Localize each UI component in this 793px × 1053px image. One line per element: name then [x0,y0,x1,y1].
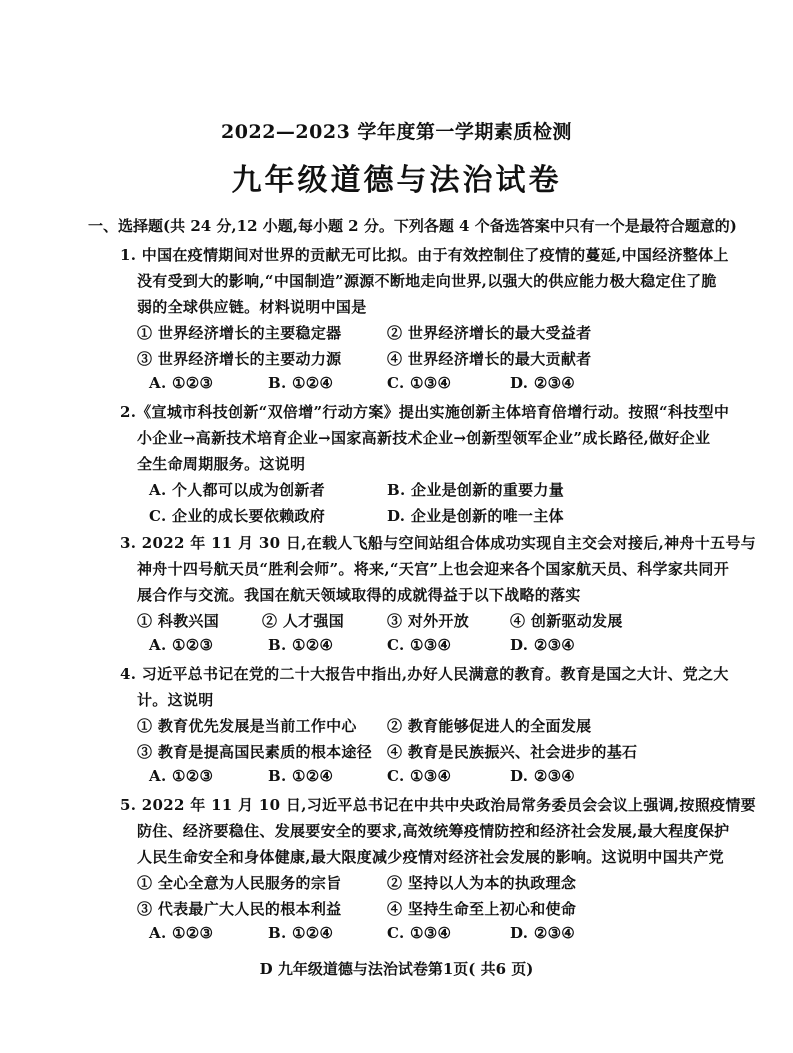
statement-item: ① 世界经济增长的主要稳定器 [137,324,342,342]
question-stem-line: 计。这说明 [137,691,214,709]
question-stem-line: 5. 2022 年 11 月 10 日,习近平总书记在中共中央政治局常务委员会会议上强调,按照疫情要 [120,796,756,814]
statement-item: ① 全心全意为人民服务的宗旨 [137,874,342,892]
statement-item: ③ 对外开放 [387,612,470,630]
section-header: 一、选择题(共 24 分,12 小题,每小题 2 分。下列各题 4 个备选答案中只有一个是最符合题意的) [88,217,737,235]
answer-option: B. 企业是创新的重要力量 [387,481,565,499]
statement-item: ③ 代表最广大人民的根本利益 [137,900,342,918]
question-stem-line: 防住、经济要稳住、发展要安全的要求,高效统筹疫情防控和经济社会发展,最大程度保护 [137,822,730,840]
answer-option: C. 企业的成长要依赖政府 [149,507,326,525]
answer-option: D. ②③④ [510,374,576,392]
answer-option: A. ①②③ [149,374,214,392]
question-stem-line: 2.《宣城市科技创新“双倍增”行动方案》提出实施创新主体培育倍增行动。按照“科技型中 [120,403,730,421]
statement-item: ④ 坚持生命至上初心和使命 [387,900,577,918]
answer-option: C. ①③④ [387,636,452,654]
answer-option: B. ①②④ [268,374,334,392]
question-stem-line: 神舟十四号航天员“胜利会师”。将来,“天宫”上也会迎来各个国家航天员、科学家共同开 [137,560,730,578]
question-stem-line: 3. 2022 年 11 月 30 日,在载人飞船与空间站组合体成功实现自主交会对接后,神舟十五号与 [120,534,756,552]
statement-item: ③ 世界经济增长的主要动力源 [137,350,342,368]
question-stem-line: 4. 习近平总书记在党的二十大报告中指出,办好人民满意的教育。教育是国之大计、党之大 [120,665,729,683]
question-stem-line: 弱的全球供应链。材料说明中国是 [137,298,367,316]
statement-item: ③ 教育是提高国民素质的根本途径 [137,743,373,761]
statement-item: ① 科教兴国 [137,612,220,630]
statement-item: ④ 教育是民族振兴、社会进步的基石 [387,743,638,761]
page-footer: D 九年级道德与法治试卷第1页( 共6 页) [259,960,534,978]
answer-option: B. ①②④ [268,636,334,654]
answer-option: C. ①③④ [387,374,452,392]
question-stem-line: 展合作与交流。我国在航天领域取得的成就得益于以下战略的落实 [137,586,581,604]
statement-item: ② 教育能够促进人的全面发展 [387,717,592,735]
answer-option: A. ①②③ [149,636,214,654]
answer-option: C. ①③④ [387,924,452,942]
statement-item: ② 人才强国 [262,612,345,630]
answer-option: C. ①③④ [387,767,452,785]
statement-item: ② 世界经济增长的最大受益者 [387,324,592,342]
statement-item: ① 教育优先发展是当前工作中心 [137,717,357,735]
answer-option: A. ①②③ [149,767,214,785]
question-stem-line: 人民生命安全和身体健康,最大限度减少疫情对经济社会发展的影响。这说明中国共产党 [137,848,724,866]
statement-item: ④ 世界经济增长的最大贡献者 [387,350,592,368]
question-stem-line: 全生命周期服务。这说明 [137,455,306,473]
question-stem-line: 1. 中国在疫情期间对世界的贡献无可比拟。由于有效控制住了疫情的蔓延,中国经济整体上 [120,246,729,264]
answer-option: A. 个人都可以成为创新者 [149,481,325,499]
exam-heading: 2022—2023 学年度第一学期素质检测 [221,121,572,143]
exam-title: 九年级道德与法治试卷 [231,163,562,198]
answer-option: B. ①②④ [268,924,334,942]
answer-option: D. ②③④ [510,924,576,942]
answer-option: A. ①②③ [149,924,214,942]
answer-option: D. ②③④ [510,767,576,785]
statement-item: ② 坚持以人为本的执政理念 [387,874,577,892]
statement-item: ④ 创新驱动发展 [510,612,623,630]
answer-option: D. 企业是创新的唯一主体 [387,507,564,525]
question-stem-line: 小企业→高新技术培育企业→国家高新技术企业→创新型领军企业”成长路径,做好企业 [137,429,711,447]
question-stem-line: 没有受到大的影响,“中国制造”源源不断地走向世界,以强大的供应能力极大稳定住了脆 [137,272,717,290]
answer-option: B. ①②④ [268,767,334,785]
answer-option: D. ②③④ [510,636,576,654]
